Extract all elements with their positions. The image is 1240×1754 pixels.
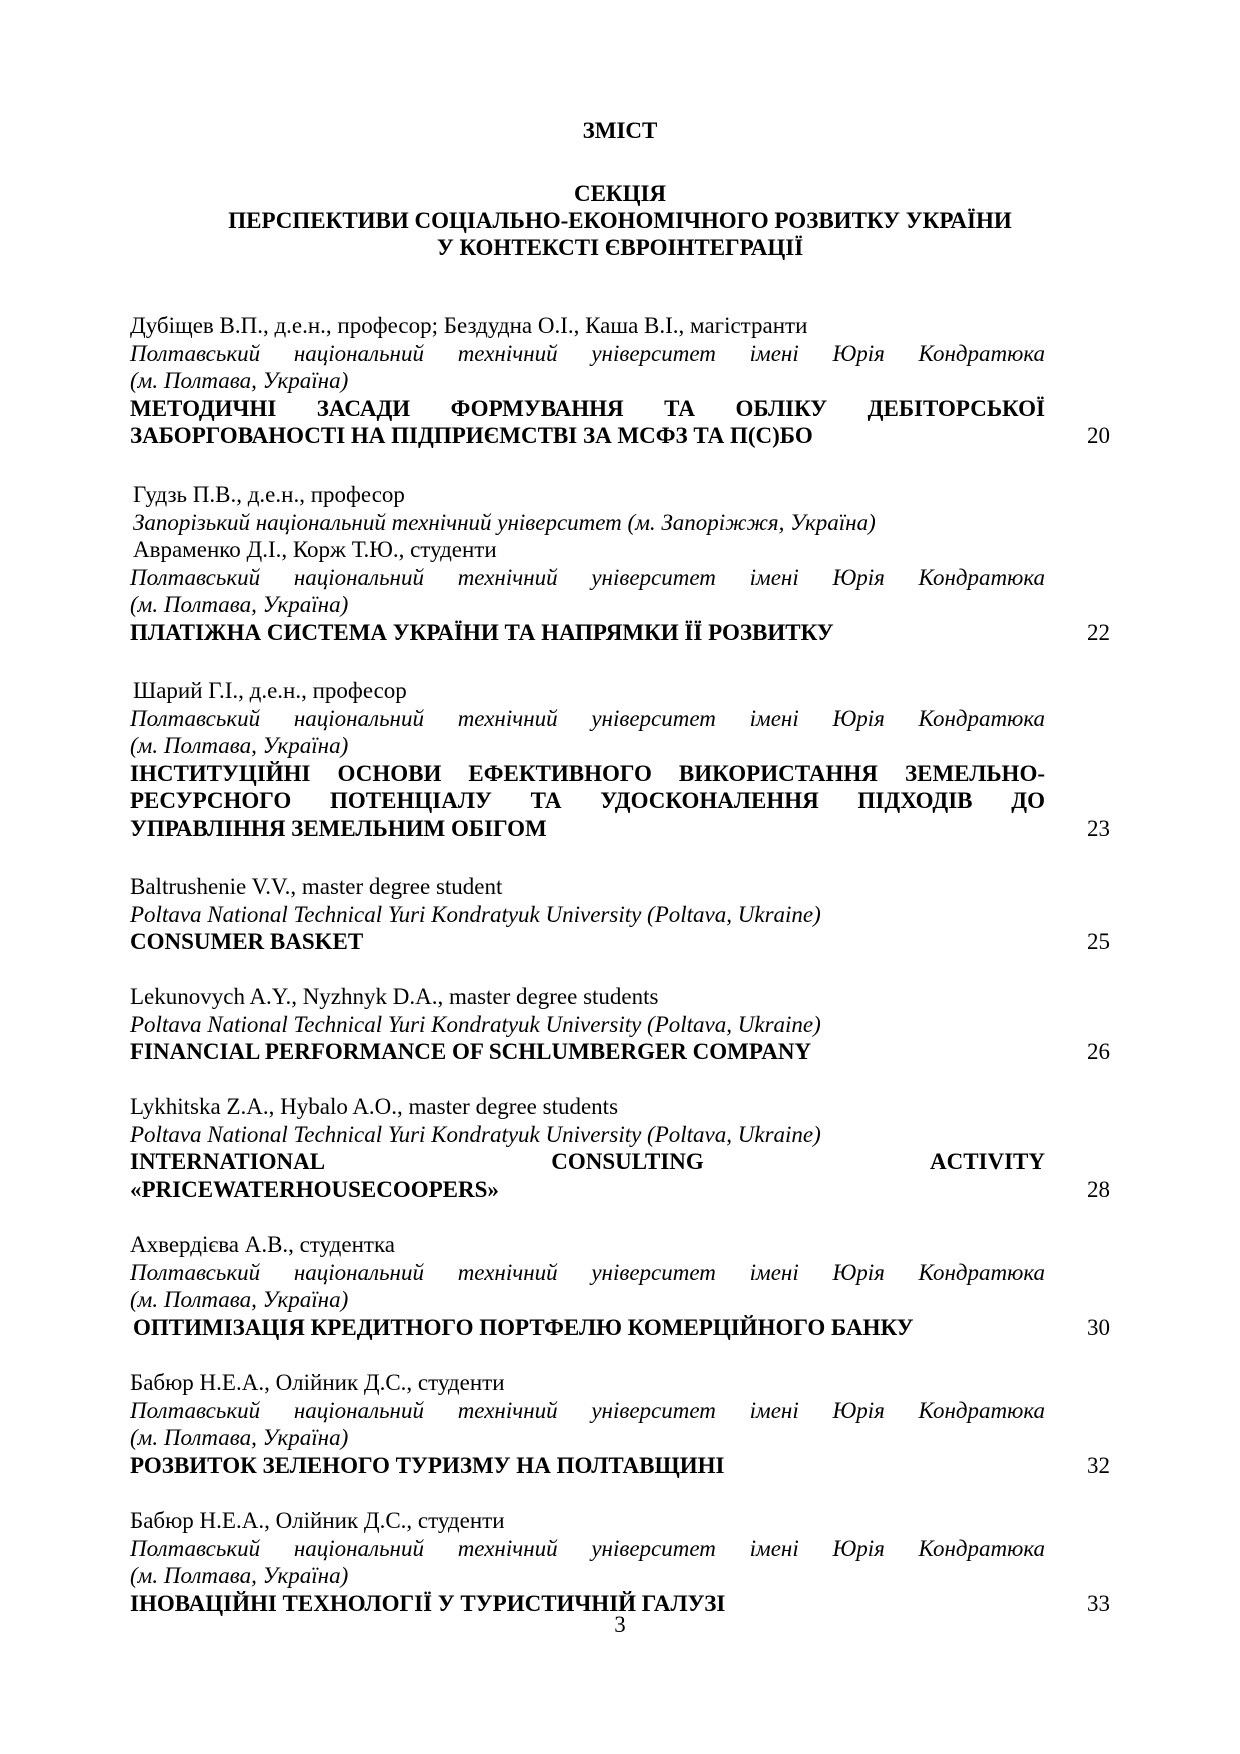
entry-affiliation: Полтавський національний технічний університет імені Юрія Кондратюка [130, 1397, 1045, 1423]
entry-authors: Бабюр Н.Е.А., Олійник Д.С., студенти [130, 1370, 505, 1395]
entry-page-number: 25 [1087, 929, 1110, 954]
toc-entry [130, 1369, 1110, 1479]
entry-affiliation: (м. Полтава, Україна) [130, 733, 349, 758]
entry-title-line: МЕТОДИЧНІ ЗАСАДИ ФОРМУВАННЯ ТА ОБЛІКУ ДЕБІТОРСЬКОЇ [130, 395, 1045, 421]
entry-title-line: ЗАБОРГОВАНОСТІ НА ПІДПРИЄМСТВІ ЗА МСФЗ ТА П(С)БО [130, 423, 813, 448]
entry-authors: Авраменко Д.І., Корж Т.Ю., студенти [133, 537, 497, 562]
toc-entry [130, 983, 1110, 1066]
entry-title-line: CONSUMER BASKET [130, 929, 364, 954]
toc-heading: ЗМІСТ [582, 118, 658, 143]
entry-title-line: РЕСУРСНОГО ПОТЕНЦІАЛУ ТА УДОСКОНАЛЕННЯ ПІДХОДІВ ДО [130, 788, 1045, 813]
entry-affiliation: Poltava National Technical Yuri Kondratyuk University (Poltava, Ukraine) [130, 1011, 821, 1037]
page-number: 3 [614, 1612, 626, 1637]
entry-affiliation: (м. Полтава, Україна) [130, 368, 349, 393]
toc-entry [130, 481, 1110, 646]
toc-entry [130, 677, 1110, 842]
entry-affiliation: Poltava National Technical Yuri Kondratyuk University (Poltava, Ukraine) [130, 901, 821, 927]
entry-page-number: 28 [1087, 1176, 1110, 1202]
entry-affiliation: Полтавський національний технічний університет імені Юрія Кондратюка [130, 564, 1045, 590]
entry-page-number: 32 [1087, 1452, 1110, 1478]
entry-page-number: 20 [1087, 423, 1110, 448]
entry-title-line: ІНОВАЦІЙНІ ТЕХНОЛОГІЇ У ТУРИСТИЧНІЙ ГАЛУЗІ [130, 1590, 726, 1616]
entry-affiliation: Запорізький національний технічний університет (м. Запоріжжя, Україна) [133, 509, 876, 535]
entry-page-number: 30 [1087, 1314, 1110, 1340]
entry-authors: Шарий Г.І., д.е.н., професор [133, 678, 407, 703]
entry-affiliation: (м. Полтава, Україна) [130, 1425, 349, 1450]
entry-affiliation: Полтавський національний технічний університет імені Юрія Кондратюка [130, 340, 1045, 366]
entry-affiliation: (м. Полтава, Україна) [130, 592, 349, 617]
entry-title-line: FINANCIAL PERFORMANCE OF SCHLUMBERGER COMPANY [130, 1039, 812, 1064]
entry-authors: Ахвердієва А.В., студентка [130, 1232, 395, 1257]
entry-title-line: ІНСТИТУЦІЙНІ ОСНОВИ ЕФЕКТИВНОГО ВИКОРИСТАННЯ ЗЕМЕЛЬНО- [130, 760, 1045, 786]
entry-affiliation: Poltava National Technical Yuri Kondratyuk University (Poltava, Ukraine) [130, 1121, 821, 1147]
entry-affiliation: Полтавський національний технічний університет імені Юрія Кондратюка [130, 1535, 1045, 1561]
entry-page-number: 23 [1087, 815, 1110, 841]
entry-title-line: РОЗВИТОК ЗЕЛЕНОГО ТУРИЗМУ НА ПОЛТАВЩИНІ [130, 1452, 725, 1478]
entry-title-line: «PRICEWATERHOUSECOOPERS» [130, 1176, 499, 1202]
section-heading [130, 180, 1110, 261]
entry-authors: Lykhitska Z.A., Hybalo A.O., master degree students [130, 1094, 619, 1119]
entry-affiliation: Полтавський національний технічний університет імені Юрія Кондратюка [130, 1259, 1045, 1285]
section-title-line: ПЕРСПЕКТИВИ СОЦІАЛЬНО-ЕКОНОМІЧНОГО РОЗВИТКУ УКРАЇНИ [228, 208, 1012, 233]
toc-entry [130, 1231, 1110, 1341]
entry-page-number: 22 [1087, 619, 1110, 645]
toc-entry [130, 1093, 1110, 1203]
section-title-line: У КОНТЕКСТІ ЄВРОІНТЕГРАЦІЇ [436, 235, 804, 260]
entry-affiliation: (м. Полтава, Україна) [130, 1563, 349, 1588]
entry-title-line: ПЛАТІЖНА СИСТЕМА УКРАЇНИ ТА НАПРЯМКИ ЇЇ РОЗВИТКУ [130, 619, 834, 645]
entry-page-number: 33 [1087, 1590, 1110, 1616]
entry-authors: Дубіщев В.П., д.е.н., професор; Бездудна О.І., Каша В.І., магістранти [130, 313, 808, 338]
entry-title-line: INTERNATIONAL CONSULTING ACTIVITY [130, 1149, 1045, 1174]
entry-authors: Гудзь П.В., д.е.н., професор [133, 482, 405, 507]
entry-title-line: ОПТИМІЗАЦІЯ КРЕДИТНОГО ПОРТФЕЛЮ КОМЕРЦІЙНОГО БАНКУ [133, 1314, 914, 1340]
entry-affiliation: Полтавський національний технічний університет імені Юрія Кондратюка [130, 705, 1045, 731]
toc-entry [130, 1507, 1110, 1617]
toc-entry [130, 312, 1110, 450]
section-label: СЕКЦІЯ [573, 181, 667, 206]
entry-affiliation: (м. Полтава, Україна) [130, 1287, 349, 1312]
entry-page-number: 26 [1087, 1039, 1110, 1064]
entry-authors: Baltrushenie V.V., master degree student [130, 874, 503, 899]
toc-entry [130, 873, 1110, 956]
entry-authors: Бабюр Н.Е.А., Олійник Д.С., студенти [130, 1508, 505, 1533]
entry-authors: Lekunovych A.Y., Nyzhnyk D.A., master degree students [130, 984, 659, 1009]
entry-title-line: УПРАВЛІННЯ ЗЕМЕЛЬНИМ ОБІГОМ [130, 815, 547, 841]
